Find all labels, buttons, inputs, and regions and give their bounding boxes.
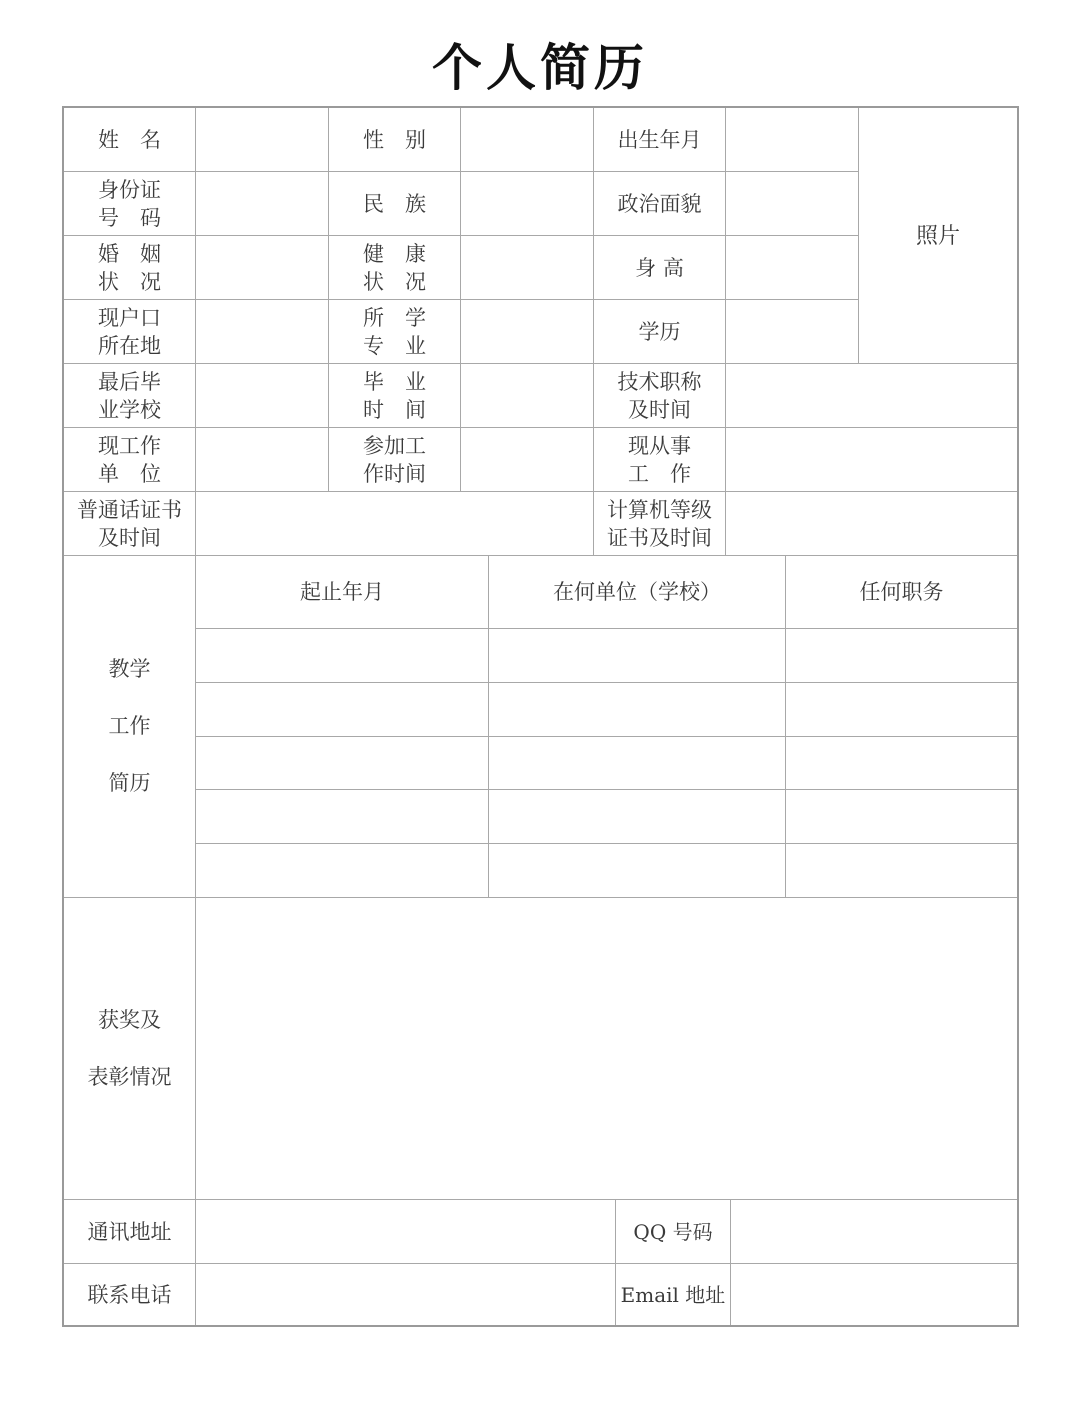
id-card-field[interactable] bbox=[196, 172, 328, 235]
education-label: 学历 bbox=[638, 319, 681, 344]
health-status-label: 健 康 状 况 bbox=[363, 241, 426, 294]
awards-section-label: 获奖及 表彰情况 bbox=[87, 1007, 172, 1089]
gender-field[interactable] bbox=[461, 108, 593, 171]
title-time-field[interactable] bbox=[726, 364, 1017, 427]
current-employer-label: 现工作 单 位 bbox=[98, 433, 161, 486]
experience-organization-cell[interactable] bbox=[489, 737, 785, 789]
id-card-label: 身份证 号 码 bbox=[98, 177, 161, 230]
household-location-label: 现户口 所在地 bbox=[98, 305, 161, 358]
experience-column-period: 起止年月 bbox=[300, 580, 384, 604]
work-start-field[interactable] bbox=[461, 428, 593, 491]
education-field[interactable] bbox=[726, 300, 858, 363]
experience-position-cell[interactable] bbox=[786, 790, 1017, 843]
birth-label: 出生年月 bbox=[617, 127, 702, 152]
major-label: 所 学 专 业 bbox=[363, 305, 426, 358]
phone-field[interactable] bbox=[196, 1264, 615, 1325]
school-field[interactable] bbox=[196, 364, 328, 427]
experience-position-cell[interactable] bbox=[786, 737, 1017, 789]
experience-period-cell[interactable] bbox=[196, 629, 488, 682]
computer-cert-label: 计算机等级 证书及时间 bbox=[607, 497, 712, 550]
name-label: 姓 名 bbox=[98, 127, 161, 152]
address-field[interactable] bbox=[196, 1200, 615, 1263]
experience-period-cell[interactable] bbox=[196, 844, 488, 897]
ethnicity-field[interactable] bbox=[461, 172, 593, 235]
experience-organization-cell[interactable] bbox=[489, 844, 785, 897]
photo-label: 照片 bbox=[915, 224, 960, 249]
experience-position-cell[interactable] bbox=[786, 683, 1017, 736]
ethnicity-label: 民 族 bbox=[363, 191, 426, 216]
major-field[interactable] bbox=[461, 300, 593, 363]
email-field[interactable] bbox=[731, 1264, 1017, 1325]
marital-status-field[interactable] bbox=[196, 236, 328, 299]
experience-column-position: 任何职务 bbox=[859, 580, 944, 604]
experience-organization-cell[interactable] bbox=[489, 790, 785, 843]
graduation-time-label: 毕 业 时 间 bbox=[363, 369, 426, 422]
birth-field[interactable] bbox=[726, 108, 858, 171]
gender-label: 性 别 bbox=[363, 127, 426, 152]
experience-organization-cell[interactable] bbox=[489, 629, 785, 682]
qq-field[interactable] bbox=[731, 1200, 1017, 1263]
experience-column-organization: 在何单位（学校） bbox=[553, 580, 721, 604]
school-label: 最后毕 业学校 bbox=[98, 369, 161, 422]
work-start-label: 参加工 作时间 bbox=[363, 433, 426, 486]
political-status-label: 政治面貌 bbox=[617, 191, 702, 216]
graduation-time-field[interactable] bbox=[461, 364, 593, 427]
name-field[interactable] bbox=[196, 108, 328, 171]
experience-period-cell[interactable] bbox=[196, 737, 488, 789]
height-label: 身 高 bbox=[635, 255, 684, 280]
height-field[interactable] bbox=[726, 236, 858, 299]
experience-position-cell[interactable] bbox=[786, 844, 1017, 897]
health-status-field[interactable] bbox=[461, 236, 593, 299]
email-label: Email 地址 bbox=[620, 1282, 726, 1307]
title-time-label: 技术职称 及时间 bbox=[617, 369, 702, 422]
address-label: 通讯地址 bbox=[87, 1219, 172, 1244]
marital-status-label: 婚 姻 状 况 bbox=[98, 241, 161, 294]
experience-period-cell[interactable] bbox=[196, 790, 488, 843]
political-status-field[interactable] bbox=[726, 172, 858, 235]
mandarin-cert-label: 普通话证书 及时间 bbox=[77, 497, 182, 550]
household-location-field[interactable] bbox=[196, 300, 328, 363]
current-job-label: 现从事 工 作 bbox=[628, 433, 691, 486]
awards-field[interactable] bbox=[196, 898, 1017, 1199]
experience-position-cell[interactable] bbox=[786, 629, 1017, 682]
resume-form bbox=[62, 106, 1019, 1327]
photo-box[interactable] bbox=[859, 108, 1017, 363]
computer-cert-field[interactable] bbox=[726, 492, 1017, 555]
resume-title: 个人简历 bbox=[432, 39, 648, 97]
current-job-field[interactable] bbox=[726, 428, 1017, 491]
experience-organization-cell[interactable] bbox=[489, 683, 785, 736]
mandarin-cert-field[interactable] bbox=[196, 492, 593, 555]
experience-period-cell[interactable] bbox=[196, 683, 488, 736]
experience-section-label: 教学 工作 简历 bbox=[108, 657, 151, 795]
qq-label: QQ 号码 bbox=[633, 1219, 713, 1244]
phone-label: 联系电话 bbox=[87, 1282, 172, 1307]
current-employer-field[interactable] bbox=[196, 428, 328, 491]
